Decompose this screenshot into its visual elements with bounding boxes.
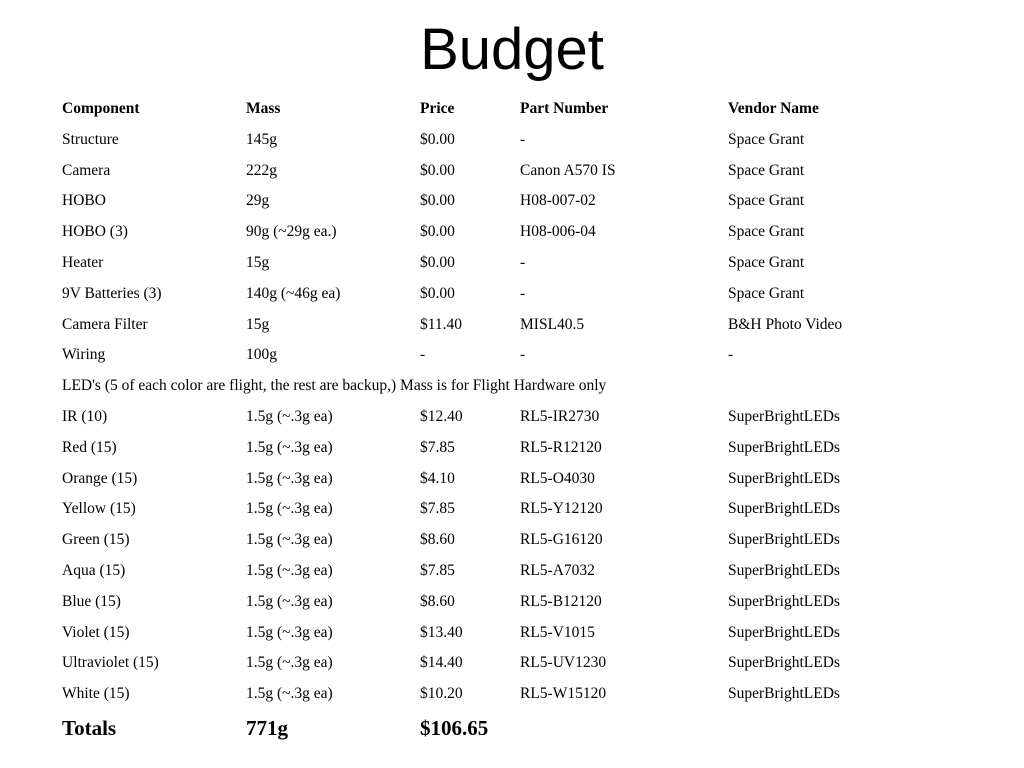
vendor-name-cell: SuperBrightLEDs	[728, 438, 840, 456]
mass-cell: 222g	[246, 161, 277, 179]
mass-cell: 1.5g (~.3g ea)	[246, 469, 333, 487]
table-row	[62, 679, 962, 710]
header-mass: Mass	[246, 100, 281, 117]
price-cell: $10.20	[420, 685, 463, 703]
vendor-name-cell: -	[728, 346, 734, 364]
component-cell: Orange (15)	[62, 469, 138, 487]
component-cell: HOBO	[62, 192, 106, 210]
part-number-cell: RL5-B12120	[520, 592, 602, 610]
price-cell: $12.40	[420, 407, 463, 425]
mass-cell: 1.5g (~.3g ea)	[246, 531, 333, 549]
totals-mass: 771g	[246, 715, 288, 740]
table-row	[62, 433, 962, 464]
page-title: Budget	[420, 17, 604, 82]
vendor-name-cell: SuperBrightLEDs	[728, 592, 840, 610]
vendor-name-cell: SuperBrightLEDs	[728, 407, 840, 425]
component-cell: Ultraviolet (15)	[62, 654, 159, 672]
part-number-cell: RL5-G16120	[520, 531, 603, 549]
vendor-name-cell: Space Grant	[728, 161, 805, 179]
component-cell: Red (15)	[62, 438, 117, 456]
part-number-cell: RL5-O4030	[520, 469, 595, 487]
mass-cell: 1.5g (~.3g ea)	[246, 685, 333, 703]
vendor-name-cell: B&H Photo Video	[728, 315, 843, 333]
price-cell: $4.10	[420, 469, 455, 487]
component-cell: 9V Batteries (3)	[62, 284, 162, 302]
component-cell: Camera	[62, 161, 111, 179]
vendor-name-cell: SuperBrightLEDs	[728, 623, 840, 641]
price-cell: $8.60	[420, 592, 455, 610]
part-number-cell: Canon A570 IS	[520, 161, 616, 179]
table-row	[62, 464, 962, 495]
price-cell: $13.40	[420, 623, 463, 641]
component-cell: Green (15)	[62, 531, 130, 549]
mass-cell: 145g	[246, 130, 277, 148]
header-price: Price	[420, 100, 455, 117]
price-cell: $0.00	[420, 192, 455, 210]
table-row	[62, 525, 962, 556]
price-cell: $0.00	[420, 130, 455, 148]
component-rows	[62, 125, 962, 371]
part-number-cell: RL5-UV1230	[520, 654, 607, 672]
part-number-cell: -	[520, 284, 526, 302]
price-cell: $7.85	[420, 438, 455, 456]
table-row	[62, 279, 962, 310]
mass-cell: 100g	[246, 346, 277, 364]
part-number-cell: -	[520, 253, 526, 271]
vendor-name-cell: SuperBrightLEDs	[728, 531, 840, 549]
part-number-cell: RL5-IR2730	[520, 407, 600, 425]
vendor-name-cell: SuperBrightLEDs	[728, 685, 840, 703]
component-cell: IR (10)	[62, 407, 108, 425]
vendor-name-cell: Space Grant	[728, 253, 805, 271]
component-cell: HOBO (3)	[62, 223, 128, 241]
table-row	[62, 556, 962, 587]
price-cell: $0.00	[420, 223, 455, 241]
mass-cell: 1.5g (~.3g ea)	[246, 561, 333, 579]
component-cell: Structure	[62, 130, 119, 148]
part-number-cell: H08-007-02	[520, 192, 596, 210]
component-cell: Camera Filter	[62, 315, 148, 333]
mass-cell: 29g	[246, 192, 270, 210]
table-row	[62, 618, 962, 649]
table-row	[62, 340, 962, 371]
led-rows	[62, 402, 962, 710]
vendor-name-cell: SuperBrightLEDs	[728, 561, 840, 579]
vendor-name-cell: Space Grant	[728, 130, 805, 148]
mass-cell: 1.5g (~.3g ea)	[246, 407, 333, 425]
mass-cell: 1.5g (~.3g ea)	[246, 623, 333, 641]
mass-cell: 140g (~46g ea)	[246, 284, 341, 302]
price-cell: $7.85	[420, 500, 455, 518]
table-row	[62, 494, 962, 525]
led-note: LED's (5 of each color are flight, the rest are backup,) Mass is for Flight Hardware only	[62, 377, 607, 395]
mass-cell: 1.5g (~.3g ea)	[246, 438, 333, 456]
table-row	[62, 186, 962, 217]
totals-label: Totals	[62, 715, 117, 740]
part-number-cell: RL5-V1015	[520, 623, 595, 641]
part-number-cell: RL5-Y12120	[520, 500, 603, 518]
vendor-name-cell: Space Grant	[728, 223, 805, 241]
component-cell: Yellow (15)	[62, 500, 136, 518]
price-cell: $8.60	[420, 531, 455, 549]
price-cell: -	[420, 346, 426, 364]
part-number-cell: MISL40.5	[520, 315, 585, 333]
mass-cell: 15g	[246, 315, 270, 333]
part-number-cell: H08-006-04	[520, 223, 596, 241]
vendor-name-cell: SuperBrightLEDs	[728, 654, 840, 672]
component-cell: Blue (15)	[62, 592, 121, 610]
vendor-name-cell: Space Grant	[728, 284, 805, 302]
table-row	[62, 587, 962, 618]
mass-cell: 90g (~29g ea.)	[246, 223, 337, 241]
header-component: Component	[62, 100, 140, 117]
table-row	[62, 310, 962, 341]
mass-cell: 1.5g (~.3g ea)	[246, 592, 333, 610]
table-row	[62, 217, 962, 248]
part-number-cell: -	[520, 130, 526, 148]
totals-price: $106.65	[420, 715, 489, 740]
table-row	[62, 156, 962, 187]
part-number-cell: RL5-A7032	[520, 561, 595, 579]
table-row	[62, 125, 962, 156]
price-cell: $0.00	[420, 284, 455, 302]
header-vendor-name: Vendor Name	[728, 100, 819, 117]
table-row	[62, 248, 962, 279]
led-note-row	[62, 371, 962, 402]
part-number-cell: RL5-W15120	[520, 685, 607, 703]
part-number-cell: -	[520, 346, 526, 364]
table-row	[62, 402, 962, 433]
component-cell: Aqua (15)	[62, 561, 126, 579]
price-cell: $0.00	[420, 161, 455, 179]
price-cell: $11.40	[420, 315, 463, 333]
price-cell: $0.00	[420, 253, 455, 271]
vendor-name-cell: SuperBrightLEDs	[728, 469, 840, 487]
mass-cell: 1.5g (~.3g ea)	[246, 500, 333, 518]
mass-cell: 1.5g (~.3g ea)	[246, 654, 333, 672]
budget-table	[62, 94, 962, 746]
vendor-name-cell: SuperBrightLEDs	[728, 500, 840, 518]
table-row	[62, 648, 962, 679]
totals-row	[62, 710, 962, 746]
part-number-cell: RL5-R12120	[520, 438, 602, 456]
mass-cell: 15g	[246, 253, 270, 271]
table-header-row	[62, 94, 962, 125]
price-cell: $7.85	[420, 561, 455, 579]
header-part-number: Part Number	[520, 100, 609, 117]
component-cell: Violet (15)	[62, 623, 130, 641]
component-cell: White (15)	[62, 685, 130, 703]
component-cell: Wiring	[62, 346, 106, 364]
component-cell: Heater	[62, 253, 104, 271]
price-cell: $14.40	[420, 654, 463, 672]
vendor-name-cell: Space Grant	[728, 192, 805, 210]
